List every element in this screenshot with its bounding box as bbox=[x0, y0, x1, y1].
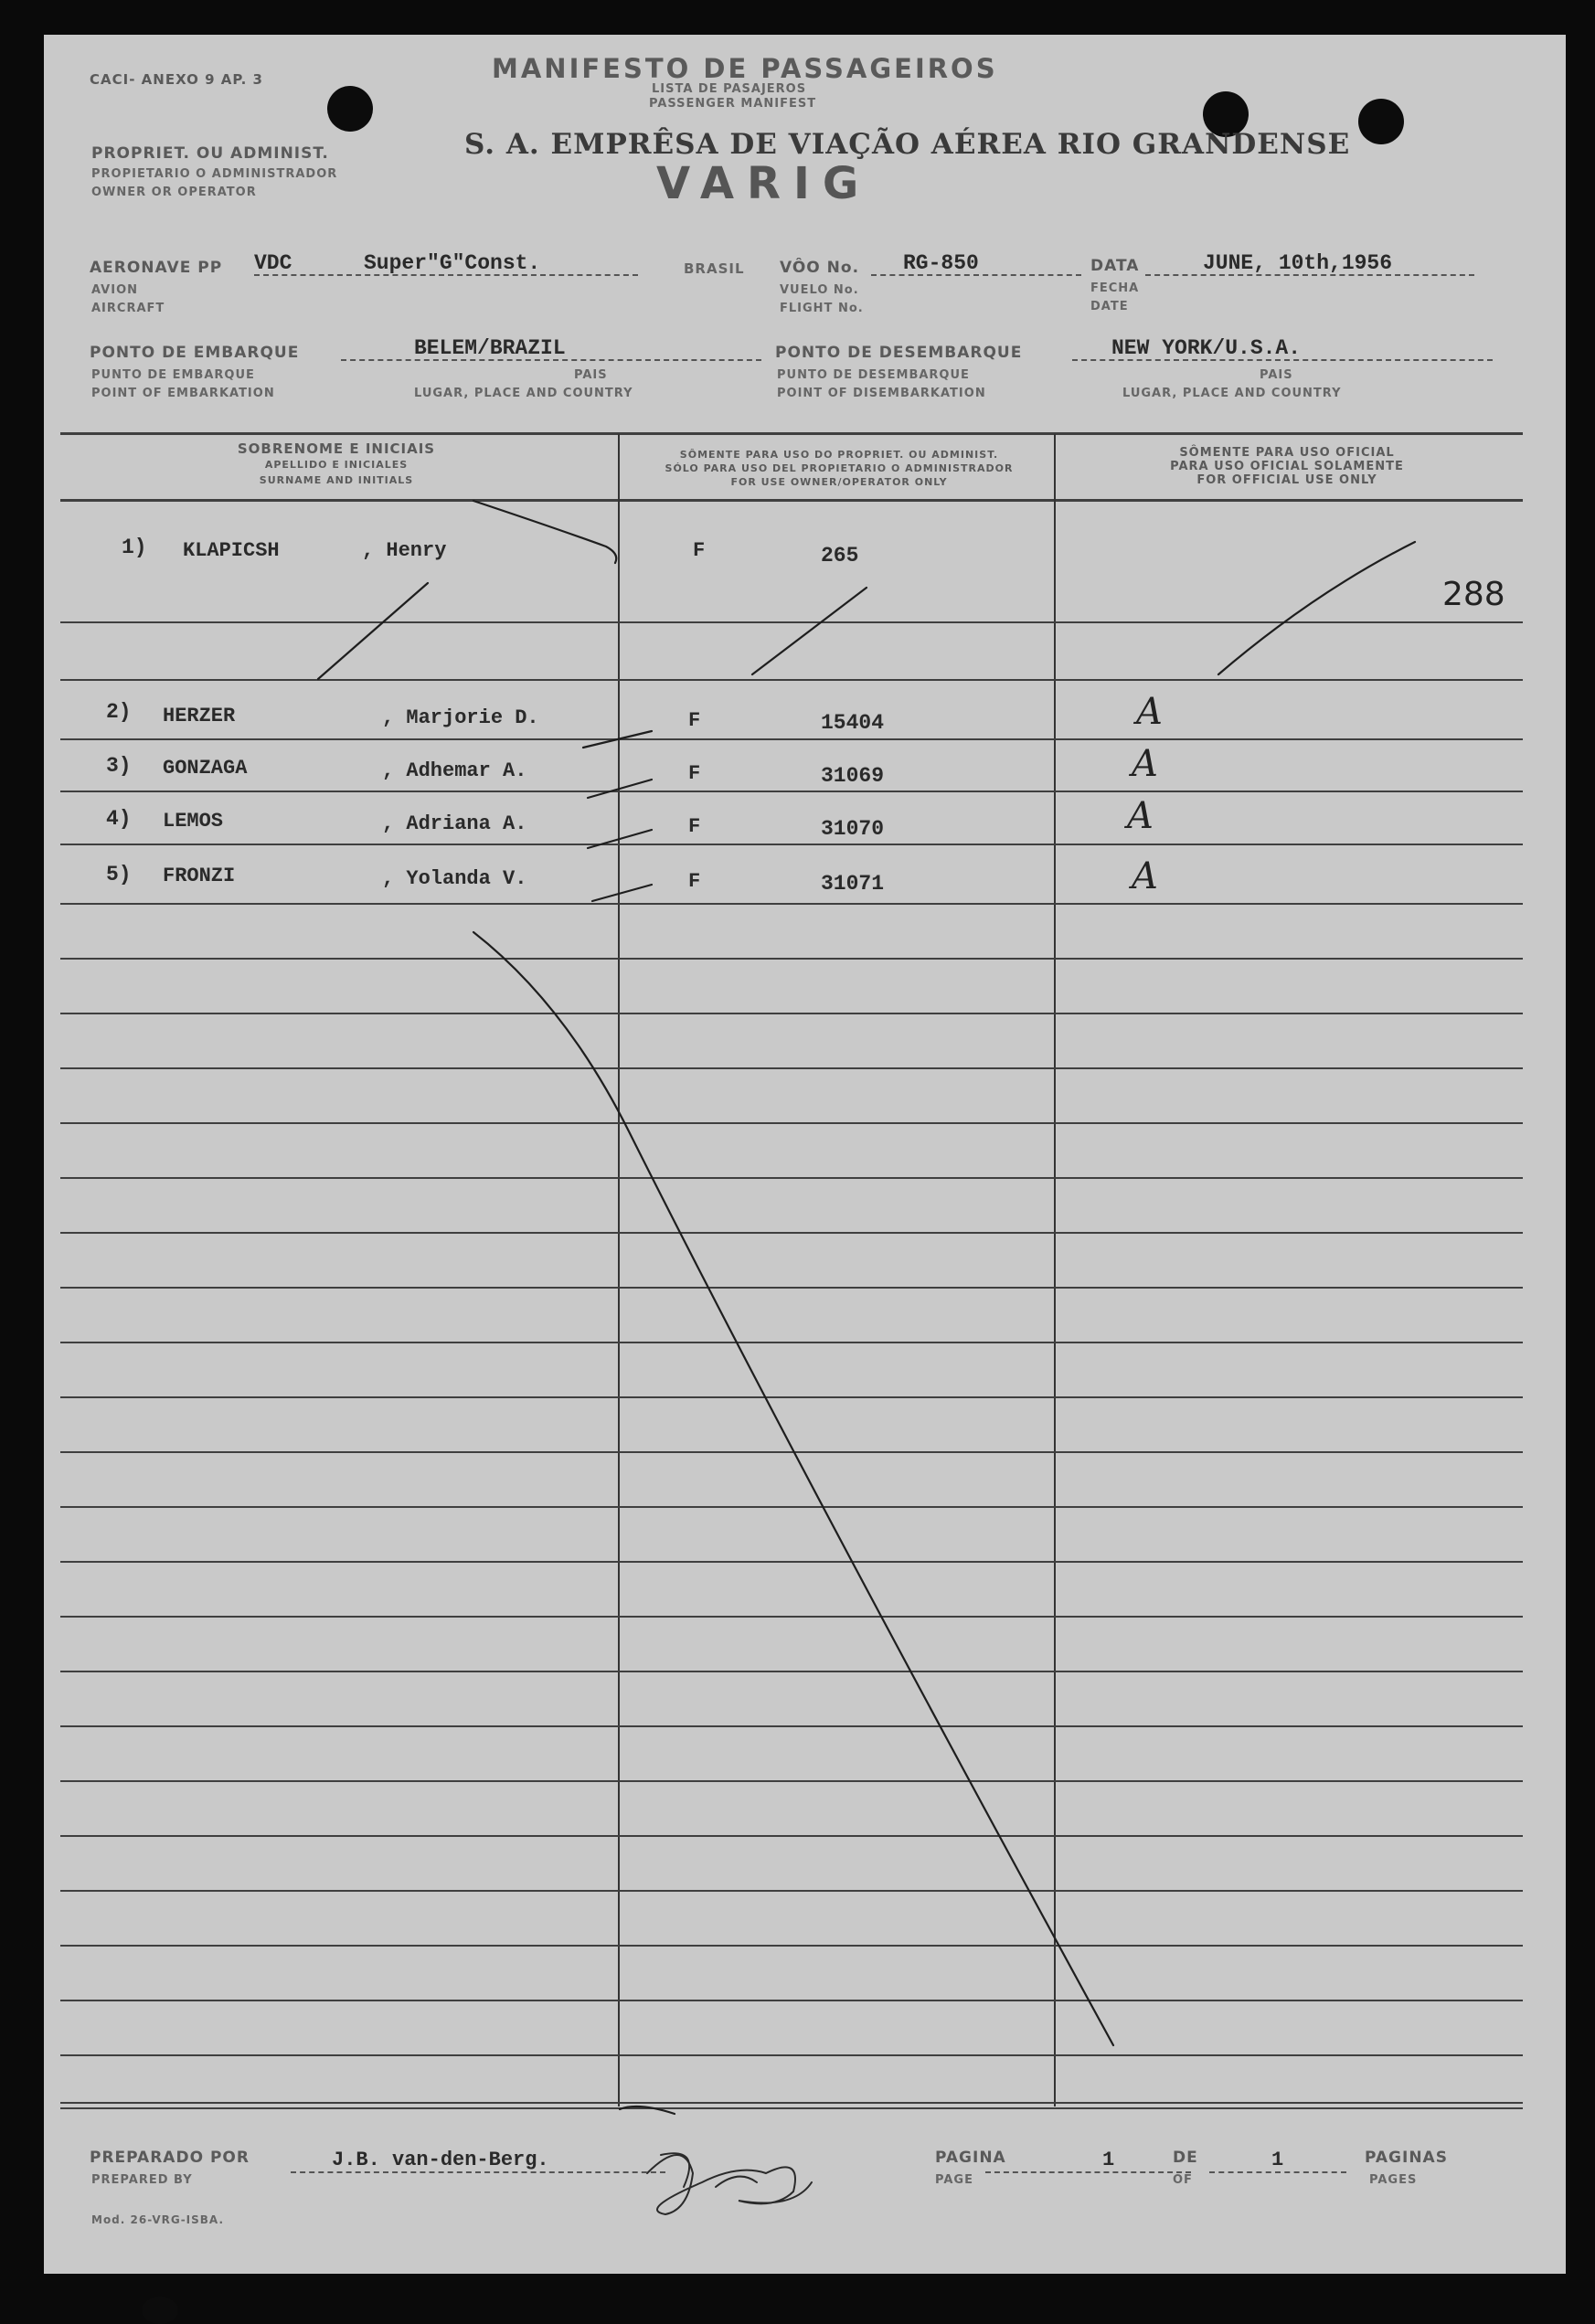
passenger-given: , Henry bbox=[362, 539, 447, 562]
manifest-sheet bbox=[44, 35, 1566, 2274]
aircraft-label: AERONAVE PP bbox=[90, 259, 223, 277]
punch-hole bbox=[142, 2297, 178, 2324]
aircraft-label-en: AIRCRAFT bbox=[91, 302, 165, 315]
passenger-number: 15404 bbox=[821, 711, 885, 735]
pen-marks bbox=[44, 35, 1566, 2274]
passenger-given: , Marjorie D. bbox=[382, 706, 539, 729]
passenger-given: , Adhemar A. bbox=[382, 759, 527, 782]
aircraft-registration: VDC bbox=[254, 251, 292, 275]
passenger-code: F bbox=[688, 709, 701, 732]
manifest-title: MANIFESTO DE PASSAGEIROS bbox=[492, 53, 998, 84]
embark-label-es: PUNTO DE EMBARQUE bbox=[91, 368, 255, 382]
form-number: Mod. 26-VRG-ISBA. bbox=[91, 2213, 224, 2226]
passenger-code: F bbox=[688, 815, 701, 838]
row-number: 5) bbox=[106, 863, 132, 886]
aircraft-label-es: AVION bbox=[91, 283, 139, 297]
prepared-underline bbox=[291, 2171, 665, 2173]
page-number: 1 bbox=[1102, 2149, 1115, 2171]
passenger-number: 31069 bbox=[821, 764, 885, 788]
aircraft-country: BRASIL bbox=[684, 260, 745, 277]
passenger-surname: HERZER bbox=[163, 705, 236, 727]
date-label: DATA bbox=[1090, 257, 1140, 275]
passenger-given: , Adriana A. bbox=[382, 812, 527, 835]
row-number: 2) bbox=[106, 700, 132, 724]
pages-label-en: PAGES bbox=[1369, 2173, 1418, 2187]
owner-label: PROPRIET. OU ADMINIST. bbox=[91, 144, 329, 163]
embark-label-en: POINT OF EMBARKATION bbox=[91, 387, 275, 400]
prepared-label-en: PREPARED BY bbox=[91, 2173, 193, 2187]
pages-label: PAGINAS bbox=[1365, 2149, 1448, 2167]
flight-number: RG-850 bbox=[903, 251, 979, 275]
disembark-place: NEW YORK/U.S.A. bbox=[1111, 336, 1302, 360]
official-mark: A bbox=[1136, 691, 1163, 733]
passenger-surname: GONZAGA bbox=[163, 757, 248, 780]
row-number: 4) bbox=[106, 807, 132, 831]
date-label-es: FECHA bbox=[1090, 281, 1140, 295]
disembark-label-en: POINT OF DISEMBARKATION bbox=[777, 387, 986, 400]
prepared-by: J.B. van-den-Berg. bbox=[332, 2149, 549, 2171]
disembark-label-es: PUNTO DE DESEMBARQUE bbox=[777, 368, 970, 382]
page-stamp: 288 bbox=[1442, 576, 1505, 613]
official-mark: A bbox=[1132, 855, 1158, 897]
col-owner-header: SÔMENTE PARA USO DO PROPRIET. OU ADMINIST. SÓLO PARA USO DEL PROPIETARIO O ADMINISTRADOR FOR USE OWNER/OPERATOR ONLY bbox=[665, 449, 1014, 488]
passenger-surname: LEMOS bbox=[163, 810, 224, 833]
of-label-en: OF bbox=[1173, 2173, 1193, 2187]
owner-label-es: PROPIETARIO O ADMINISTRADOR bbox=[91, 167, 338, 181]
col-official-header: SÔMENTE PARA USO OFICIAL PARA USO OFICIAL SOLAMENTE FOR OFFICIAL USE ONLY bbox=[1170, 446, 1404, 487]
row-number: 1) bbox=[122, 536, 147, 559]
date-value: JUNE, 10th,1956 bbox=[1203, 251, 1393, 275]
date-label-en: DATE bbox=[1090, 300, 1129, 313]
owner-label-en: OWNER OR OPERATOR bbox=[91, 186, 257, 199]
passenger-surname: FRONZI bbox=[163, 865, 236, 887]
passenger-number: 265 bbox=[821, 544, 859, 568]
flight-label: VÔO No. bbox=[780, 259, 860, 277]
embark-country-label: PAIS bbox=[574, 368, 608, 382]
of-label: DE bbox=[1173, 2149, 1198, 2167]
aircraft-type: Super"G"Const. bbox=[364, 251, 541, 275]
signature-scribble bbox=[647, 2153, 812, 2214]
airline-name: VARIG bbox=[656, 158, 872, 209]
flight-label-es: VUELO No. bbox=[780, 283, 859, 297]
col-name-header: SOBRENOME E INICIAIS APELLIDO E INICIALES SURNAME AND INITIALS bbox=[237, 440, 436, 486]
form-code: CACI- ANEXO 9 AP. 3 bbox=[90, 71, 263, 88]
page-total: 1 bbox=[1271, 2149, 1284, 2171]
passenger-given: , Yolanda V. bbox=[382, 867, 527, 890]
row-number: 3) bbox=[106, 754, 132, 778]
page-label: PAGINA bbox=[935, 2149, 1006, 2167]
passenger-surname: KLAPICSH bbox=[183, 539, 280, 562]
manifest-title-en: PASSENGER MANIFEST bbox=[649, 97, 817, 111]
total-underline bbox=[1209, 2171, 1346, 2173]
disembark-place-label: LUGAR, PLACE AND COUNTRY bbox=[1122, 387, 1342, 400]
prepared-label: PREPARADO POR bbox=[90, 2149, 250, 2167]
disembark-country-label: PAIS bbox=[1260, 368, 1293, 382]
embark-place-label: LUGAR, PLACE AND COUNTRY bbox=[414, 387, 633, 400]
official-mark: A bbox=[1132, 743, 1158, 785]
passenger-number: 31071 bbox=[821, 872, 885, 896]
disembark-label: PONTO DE DESEMBARQUE bbox=[775, 344, 1023, 362]
flight-label-en: FLIGHT No. bbox=[780, 302, 864, 315]
company-name: S. A. EMPRÊSA DE VIAÇÃO AÉREA RIO GRANDENSE bbox=[464, 128, 1351, 161]
page-underline bbox=[985, 2171, 1191, 2173]
manifest-title-es: LISTA DE PASAJEROS bbox=[652, 82, 807, 96]
passenger-code: F bbox=[688, 870, 701, 893]
embark-place: BELEM/BRAZIL bbox=[414, 336, 566, 360]
embark-label: PONTO DE EMBARQUE bbox=[90, 344, 300, 362]
passenger-code: F bbox=[688, 762, 701, 785]
passenger-code: F bbox=[693, 539, 706, 562]
passenger-number: 31070 bbox=[821, 817, 885, 841]
page-label-en: PAGE bbox=[935, 2173, 973, 2187]
official-mark: A bbox=[1127, 795, 1154, 837]
